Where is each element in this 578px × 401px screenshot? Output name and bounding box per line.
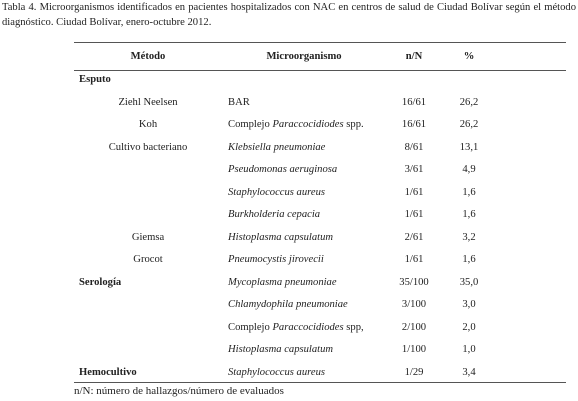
table-footnote: n/N: número de hallazgos/número de evaluados bbox=[74, 385, 284, 397]
row-microorganism bbox=[228, 343, 333, 357]
row-microorganism bbox=[228, 321, 364, 335]
header-n-over-n: n/N bbox=[405, 51, 423, 62]
microorganism-species: Paraccocidiodes bbox=[272, 119, 344, 130]
microorganism-prefix: BAR bbox=[228, 97, 250, 108]
row-n-over-n: 35/100 bbox=[399, 277, 429, 288]
row-percent: 26,2 bbox=[459, 119, 479, 130]
microorganism-species: Histoplasma capsulatum bbox=[228, 232, 334, 243]
row-percent: 26,2 bbox=[459, 97, 479, 108]
row-percent: 1,0 bbox=[462, 344, 476, 355]
row-n-over-n: 8/61 bbox=[404, 142, 424, 153]
row-n-over-n: 16/61 bbox=[401, 119, 427, 130]
row-percent: 3,0 bbox=[462, 299, 476, 310]
row-microorganism bbox=[228, 96, 250, 110]
row-n-over-n: 1/100 bbox=[401, 344, 427, 355]
table-top-rule bbox=[74, 42, 566, 43]
microorganism-species: Staphylococcus aureus bbox=[228, 367, 325, 378]
row-method: Koh bbox=[138, 119, 158, 130]
table-caption: Tabla 4. Microorganismos identificados en pacientes hospitalizados con NAC en centros de salud de Ciudad Bolívar según el método diagnóstico. Ciudad Bolívar, enero-octubre 2012. bbox=[2, 2, 576, 28]
row-method: Cultivo bacteriano bbox=[108, 142, 188, 153]
row-n-over-n: 16/61 bbox=[401, 97, 427, 108]
microorganism-species: Pseudomonas aeruginosa bbox=[228, 164, 338, 175]
row-percent: 3,4 bbox=[462, 367, 476, 378]
row-microorganism bbox=[228, 208, 320, 222]
row-n-over-n: 2/100 bbox=[401, 322, 427, 333]
microorganism-species: Histoplasma capsulatum bbox=[228, 344, 334, 355]
row-group-label: Serología bbox=[79, 277, 122, 288]
row-microorganism bbox=[228, 118, 364, 132]
row-microorganism bbox=[228, 366, 325, 380]
row-percent: 2,0 bbox=[462, 322, 476, 333]
microorganism-prefix: Complejo bbox=[228, 322, 273, 333]
microorganism-species: Burkholderia cepacia bbox=[228, 209, 321, 220]
row-percent: 35,0 bbox=[459, 277, 479, 288]
row-percent: 4,9 bbox=[462, 164, 476, 175]
row-microorganism bbox=[228, 141, 325, 155]
header-percent: % bbox=[463, 51, 475, 62]
row-method: Giemsa bbox=[131, 232, 165, 243]
row-percent: 1,6 bbox=[462, 254, 476, 265]
row-percent: 1,6 bbox=[462, 209, 476, 220]
microorganism-suffix: spp. bbox=[343, 119, 364, 130]
row-n-over-n: 1/61 bbox=[404, 209, 424, 220]
row-microorganism bbox=[228, 298, 348, 312]
row-n-over-n: 3/61 bbox=[404, 164, 424, 175]
microorganism-species: Klebsiella pneumoniae bbox=[228, 142, 326, 153]
row-group-label: Hemocultivo bbox=[79, 367, 137, 378]
microorganism-suffix: spp, bbox=[343, 322, 364, 333]
row-microorganism bbox=[228, 163, 337, 177]
microorganism-species: Pneumocystis jirovecii bbox=[228, 254, 324, 265]
row-percent: 1,6 bbox=[462, 187, 476, 198]
microorganism-prefix: Complejo bbox=[228, 119, 273, 130]
row-n-over-n: 2/61 bbox=[404, 232, 424, 243]
microorganism-species: Paraccocidiodes bbox=[272, 322, 344, 333]
row-n-over-n: 1/29 bbox=[404, 367, 424, 378]
row-microorganism bbox=[228, 276, 337, 290]
row-n-over-n: 3/100 bbox=[401, 299, 427, 310]
row-percent: 13,1 bbox=[459, 142, 479, 153]
row-n-over-n: 1/61 bbox=[404, 187, 424, 198]
row-method: Ziehl Neelsen bbox=[118, 97, 178, 108]
table-header-rule bbox=[74, 70, 566, 71]
microorganism-species: Chlamydophila pneumoniae bbox=[228, 299, 348, 310]
row-method: Grocot bbox=[133, 254, 163, 265]
row-n-over-n: 1/61 bbox=[404, 254, 424, 265]
microorganism-species: Mycoplasma pneumoniae bbox=[228, 277, 337, 288]
header-microorganismo: Microorganismo bbox=[266, 51, 342, 62]
row-percent: 3,2 bbox=[462, 232, 476, 243]
row-microorganism bbox=[228, 231, 333, 245]
row-group-label: Esputo bbox=[79, 74, 111, 85]
header-metodo: Método bbox=[130, 51, 166, 62]
row-microorganism bbox=[228, 253, 324, 267]
table-bottom-rule bbox=[74, 382, 566, 383]
row-microorganism bbox=[228, 186, 325, 200]
microorganism-species: Staphylococcus aureus bbox=[228, 187, 325, 198]
